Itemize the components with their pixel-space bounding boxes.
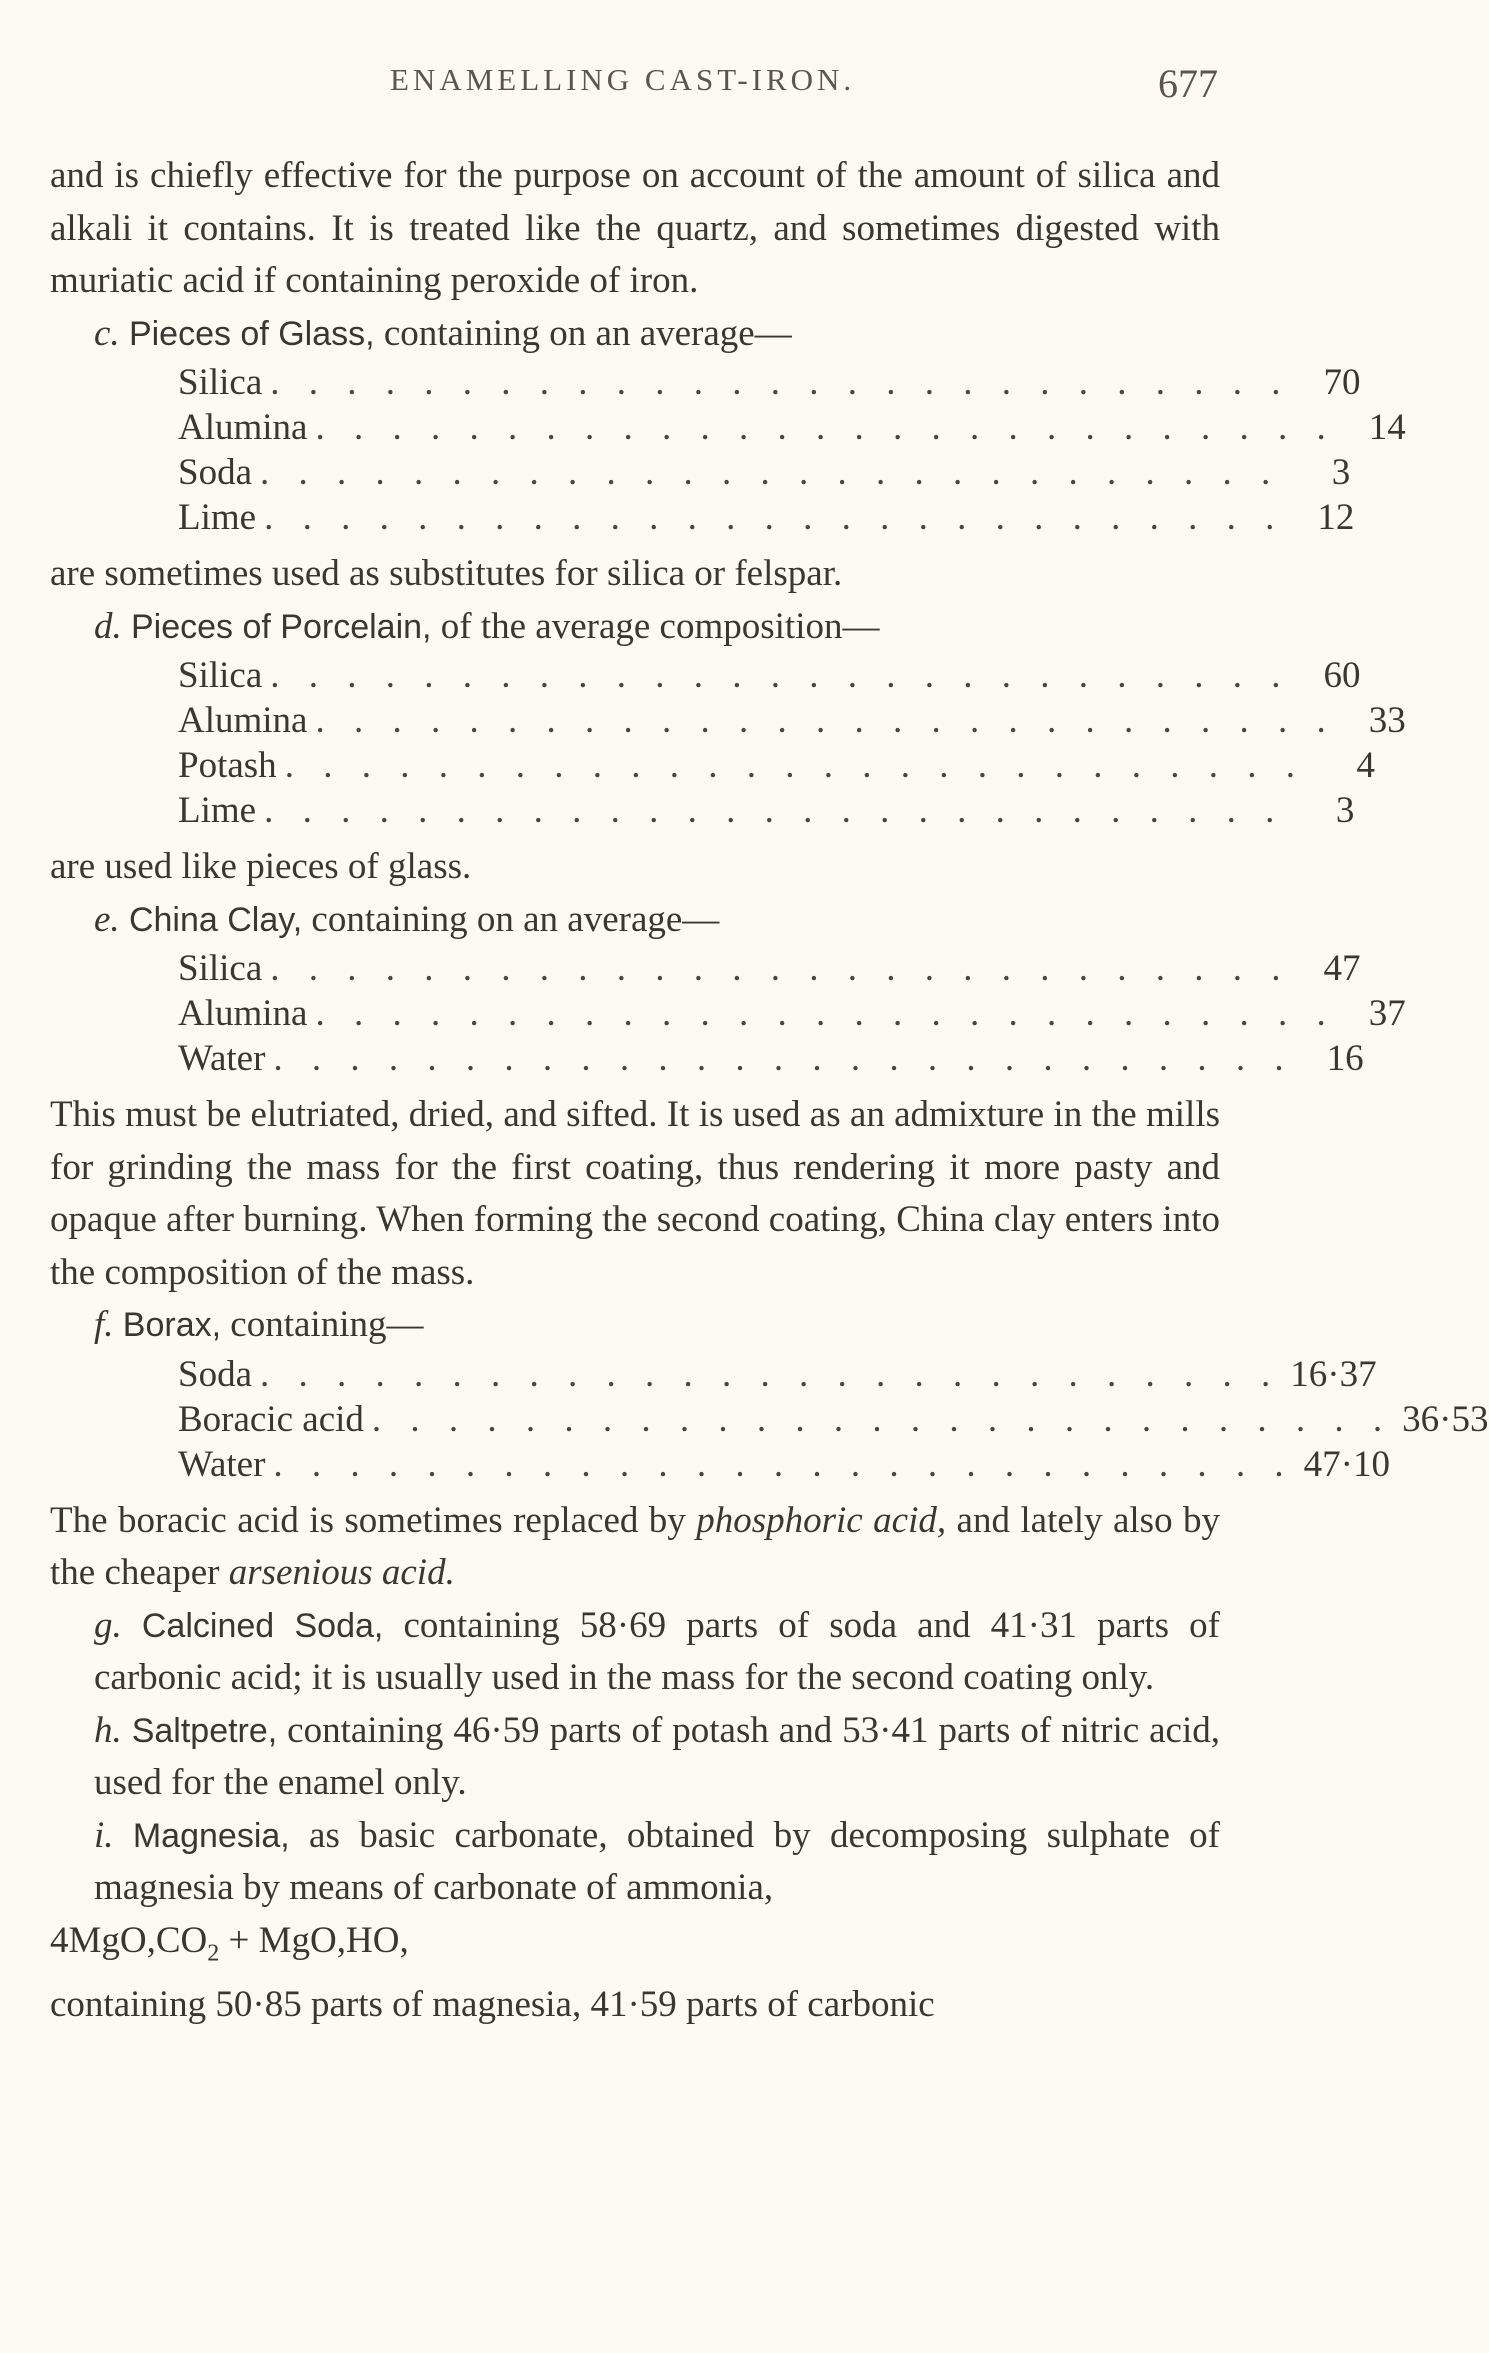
component-value: 16 <box>1326 1038 1364 1079</box>
component-value: 33 <box>1368 700 1406 741</box>
leader-dots: . . . . . . . . . . . . . . . . . . . . . . . . . . . <box>264 497 1285 538</box>
leader-dots: . . . . . . . . . . . . . . . . . . . . . . . . . . . <box>371 1398 1393 1440</box>
composition-table-borax <box>50 1352 1489 1487</box>
component-name: Alumina <box>178 700 308 741</box>
component-name: Lime <box>178 790 257 831</box>
component-name: Water <box>178 1443 266 1485</box>
section-title: Calcined Soda, <box>141 1606 384 1645</box>
component-name: Lime <box>178 497 257 538</box>
component-name: Silica <box>178 948 263 989</box>
table-row <box>178 743 1375 788</box>
leader-dots: . . . . . . . . . . . . . . . . . . . . . . . . . . . <box>270 655 1291 696</box>
component-value: 47·10 <box>1303 1443 1390 1485</box>
section-title: Pieces of Glass, <box>128 314 375 353</box>
formula-subscript: 2 <box>207 1939 220 1966</box>
leader-dots: . . . . . . . . . . . . . . . . . . . . . . . . . . . <box>260 1353 1281 1395</box>
body-text <box>50 150 1489 2032</box>
section-e-after: This must be elutriated, dried, and sifted. It is used as an admixture in the mills for grinding the mass for the first coating, thus rendering it more pasty and opaque after burning. When forming the second coating, China clay enters into the composition of the mass. <box>50 1094 1220 1293</box>
section-letter: d. <box>94 605 122 647</box>
section-letter: c. <box>94 312 120 354</box>
leader-dots: . . . . . . . . . . . . . . . . . . . . . . . . . . . <box>284 745 1305 786</box>
table-row <box>178 698 1406 743</box>
table-row <box>178 360 1361 405</box>
table-row <box>178 653 1361 698</box>
component-value: 3 <box>1331 452 1351 493</box>
table-row <box>178 1397 1489 1442</box>
component-value: 60 <box>1323 655 1361 696</box>
component-name: Silica <box>178 655 263 696</box>
section-letter: h. <box>94 1709 122 1751</box>
component-value: 14 <box>1368 407 1406 448</box>
leader-dots: . . . . . . . . . . . . . . . . . . . . . . . . . . . <box>315 700 1336 741</box>
section-c-after: are sometimes used as substitutes for silica or felspar. <box>50 553 843 594</box>
section-text: as basic carbonate, obtained by decomposing sulphate of magnesia by means of carbonate of ammonia, <box>94 1814 1221 1908</box>
composition-table-glass <box>50 360 1406 540</box>
section-letter: g. <box>94 1604 122 1646</box>
section-title: Pieces of Porcelain, <box>131 607 432 646</box>
formula-part: + MgO,HO, <box>219 1919 409 1961</box>
leader-dots: . . . . . . . . . . . . . . . . . . . . . . . . . . . <box>260 452 1281 493</box>
chemical-formula <box>50 1915 1220 1980</box>
component-name: Potash <box>178 745 277 786</box>
component-value: 37 <box>1368 993 1406 1034</box>
table-row <box>178 495 1355 540</box>
table-row <box>178 1442 1390 1487</box>
section-intro: of the average composition— <box>431 605 880 647</box>
section-title: Borax, <box>122 1306 222 1344</box>
component-name: Water <box>178 1038 266 1079</box>
table-row <box>178 1352 1377 1397</box>
component-name: Boracic acid <box>178 1398 364 1440</box>
table-row <box>178 450 1351 495</box>
leader-dots: . . . . . . . . . . . . . . . . . . . . . . . . . . . <box>315 407 1336 448</box>
section-f-heading <box>50 1299 1220 1352</box>
section-g <box>50 1600 1220 1705</box>
component-value: 4 <box>1356 745 1375 786</box>
section-f-after <box>50 1495 1220 1600</box>
component-value: 47 <box>1323 948 1361 989</box>
component-name: Silica <box>178 362 263 403</box>
component-name: Alumina <box>178 407 308 448</box>
section-e-heading <box>50 894 1220 947</box>
intro-paragraph: and is chiefly effective for the purpose on account of the amount of silica and alkali it contains. It is treated like the quartz, and sometimes digested with muriatic acid if containing peroxide of iron. <box>50 155 1220 301</box>
text-run: The boracic acid is sometimes replaced by <box>50 1499 697 1541</box>
section-intro: containing— <box>221 1304 424 1345</box>
component-name: Alumina <box>178 993 308 1034</box>
leader-dots: . . . . . . . . . . . . . . . . . . . . . . . . . . . <box>273 1443 1294 1485</box>
section-title: Saltpetre, <box>131 1711 278 1750</box>
section-d-after: are used like pieces of glass. <box>50 846 472 887</box>
component-value: 12 <box>1317 497 1355 538</box>
section-title: Magnesia, <box>132 1816 290 1855</box>
formula-part: 4MgO,CO <box>50 1919 208 1961</box>
section-title: China Clay, <box>128 900 303 939</box>
section-letter: e. <box>94 898 120 940</box>
section-d-heading <box>50 601 1220 654</box>
leader-dots: . . . . . . . . . . . . . . . . . . . . . . . . . . . <box>270 362 1291 403</box>
table-row <box>178 1036 1364 1081</box>
leader-dots: . . . . . . . . . . . . . . . . . . . . . . . . . . . <box>270 948 1291 989</box>
composition-table-porcelain <box>50 653 1406 833</box>
section-text: containing 58·69 parts of soda and 41·31 parts of carbonic acid; it is usually used in the mass for the second coating only. <box>94 1604 1220 1698</box>
component-name: Soda <box>178 452 252 493</box>
table-row <box>178 991 1406 1036</box>
component-value: 3 <box>1335 790 1355 831</box>
text-run: and lately also by the cheaper <box>50 1499 1221 1593</box>
leader-dots: . . . . . . . . . . . . . . . . . . . . . . . . . . . <box>264 790 1285 831</box>
running-head: ENAMELLING CAST-IRON. <box>390 62 856 97</box>
italic-term: arsenious acid. <box>228 1552 455 1593</box>
table-row <box>178 946 1361 991</box>
component-value: 36·53 <box>1402 1398 1489 1440</box>
leader-dots: . . . . . . . . . . . . . . . . . . . . . . . . . . . <box>273 1038 1294 1079</box>
section-h <box>50 1705 1220 1810</box>
component-value: 16·37 <box>1290 1353 1377 1395</box>
italic-term: phosphoric acid, <box>696 1499 947 1541</box>
section-i-after: containing 50·85 parts of magnesia, 41·59 parts of carbonic <box>50 1984 935 2026</box>
section-c-heading <box>50 308 1220 361</box>
section-i <box>50 1810 1220 1915</box>
composition-table-china-clay <box>50 946 1406 1081</box>
leader-dots: . . . . . . . . . . . . . . . . . . . . . . . . . . . <box>315 993 1336 1034</box>
page-number: 677 <box>1158 61 1218 106</box>
section-letter: f. <box>94 1304 114 1345</box>
component-name: Soda <box>178 1353 252 1395</box>
component-value: 70 <box>1323 362 1361 403</box>
section-text: containing 46·59 parts of potash and 53·41 parts of nitric acid, used for the enamel only. <box>94 1709 1220 1803</box>
section-letter: i. <box>94 1814 114 1856</box>
table-row <box>178 788 1355 833</box>
section-intro: containing on an average— <box>374 312 792 354</box>
section-intro: containing on an average— <box>302 898 720 940</box>
table-row <box>178 405 1406 450</box>
